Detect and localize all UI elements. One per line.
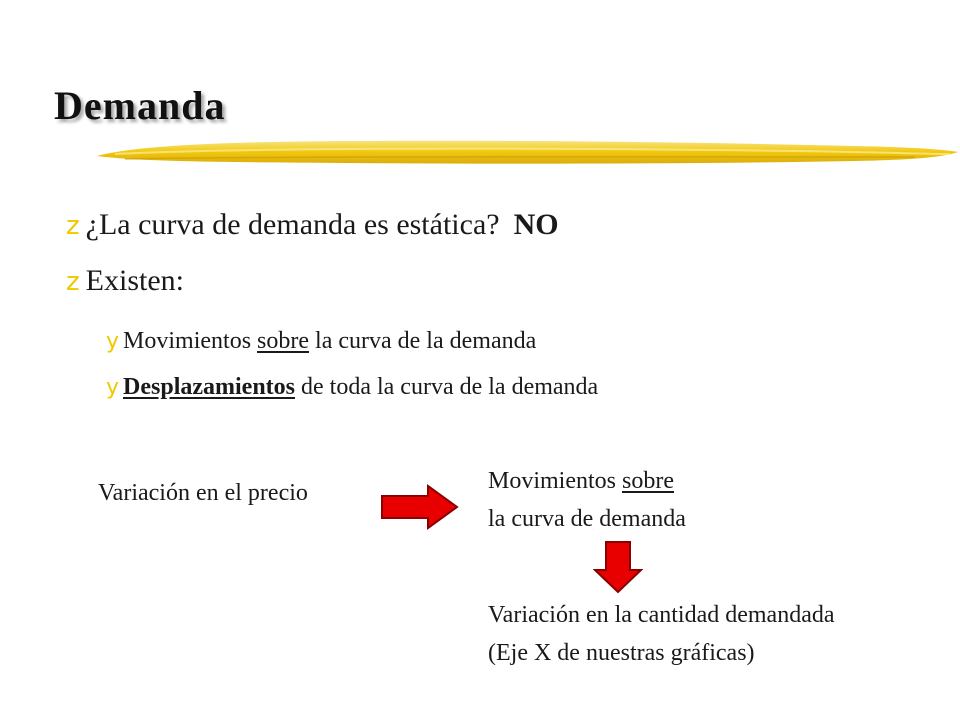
subbullet-text-before: Movimientos [123, 328, 258, 354]
subbullet-emphasis-sobre: sobre [257, 328, 310, 354]
flow-effect-line2: la curva de demanda [488, 506, 686, 532]
subbullet-text-after: la curva de la demanda [309, 328, 537, 354]
subbullet-movimientos [106, 328, 536, 355]
flow-effect-line1 [488, 462, 686, 500]
subbullet-text-after: de toda la curva de la demanda [295, 374, 599, 400]
bullet-text: ¿La curva de demanda es estática? [85, 208, 500, 241]
flow-result-text [488, 596, 835, 672]
subbullet-desplazamientos [106, 374, 598, 401]
bullet-z-icon: z [66, 211, 80, 241]
answer-no: NO [513, 208, 559, 241]
bullet-text: Existen: [85, 264, 184, 297]
title-underline-brushstroke [95, 132, 960, 172]
slide-title: Demanda [54, 83, 226, 128]
subbullet-y-icon: y [106, 329, 120, 354]
arrow-down-icon [593, 540, 643, 594]
bullet-z-icon: z [66, 267, 80, 297]
flow-result-line2: (Eje X de nuestras gráficas) [488, 640, 755, 666]
flow-cause-text: Variación en el precio [98, 480, 308, 506]
subbullet-y-icon: y [106, 375, 120, 400]
arrow-right-icon [380, 484, 460, 530]
bullet-static-question [66, 208, 559, 242]
flow-effect-text [488, 462, 686, 538]
flow-effect-before: Movimientos [488, 468, 623, 494]
flow-effect-emphasis-sobre: sobre [622, 468, 674, 494]
bullet-existen [66, 264, 184, 298]
subbullet-emphasis-desplazamientos: Desplazamientos [123, 374, 296, 400]
flow-result-line1: Variación en la cantidad demandada [488, 602, 835, 628]
